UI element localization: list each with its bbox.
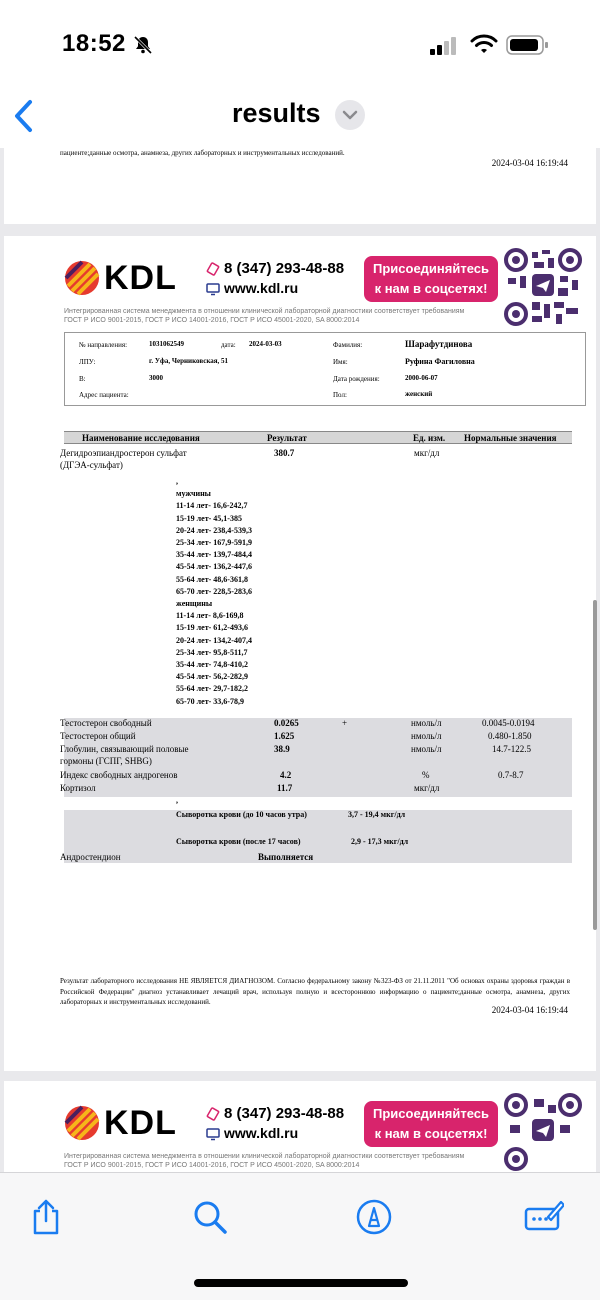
dob-value: 2000-06-07: [405, 374, 438, 382]
cellular-signal-icon: [428, 36, 462, 56]
kdl-logo-mark-icon: [64, 1105, 100, 1141]
row-norm: 0.480-1.850: [488, 731, 532, 741]
reference-range-line: 35-44 лет- 139,7-484,4: [176, 550, 252, 560]
pdf-page-next: [4, 1081, 596, 1172]
social-line-1: Присоединяйтесь: [373, 1106, 489, 1121]
iso-certification: [64, 307, 500, 325]
dob-label: Дата рождения:: [333, 375, 380, 383]
row-norm: 0.0045-0.0194: [482, 718, 535, 728]
back-chevron-icon[interactable]: [10, 96, 38, 136]
iso-line-2: ГОСТ Р ИСО 9001-2015, ГОСТ Р ИСО 14001-2016, ГОСТ Р ИСО 45001-2020, SA 8000:2014: [64, 317, 360, 325]
reference-range-line: мужчины: [176, 489, 211, 499]
tag-icon: [206, 1107, 220, 1121]
row-result: 4.2: [280, 770, 292, 780]
reference-range-line: 25-34 лет- 167,9-591,9: [176, 538, 252, 548]
andro-result: Выполняется: [258, 852, 314, 862]
reference-range-line: 35-44 лет- 74,8-410,2: [176, 660, 248, 670]
row-unit: нмоль/л: [411, 718, 442, 728]
kdl-phone: 8 (347) 293-48-88: [224, 1105, 345, 1122]
reference-range-line: 15-19 лет- 45,1-385: [176, 513, 242, 523]
cortisol-ref1-label: Сыворотка крови (до 10 часов утра): [176, 810, 307, 819]
pdf-viewer[interactable]: [0, 148, 600, 1172]
dhea-reference-ranges: [176, 476, 252, 708]
reference-range-line: 15-19 лет- 61,2-493,6: [176, 623, 248, 633]
cortisol-ref1-value: 3,7 - 19,4 мкг/дл: [348, 810, 406, 819]
row-norm: 14.7-122.5: [492, 744, 531, 754]
iso-line-1: Интегрированная система менеджмента в отношении клинической лабораторной диагностики соответствует требованиям: [64, 308, 465, 315]
pdf-page-current: [4, 236, 596, 1071]
results-table-header: [64, 431, 572, 444]
reference-range-line: 55-64 лет- 29,7-182,2: [176, 684, 248, 694]
battery-icon: [506, 34, 550, 56]
bell-slash-icon: [132, 34, 154, 56]
iso-line-2: ГОСТ Р ИСО 9001-2015, ГОСТ Р ИСО 14001-2016, ГОСТ Р ИСО 45001-2020, SA 8000:2014: [64, 1162, 360, 1170]
iso-line-1: Интегрированная система менеджмента в отношении клинической лабораторной диагностики соответствует требованиям: [64, 1153, 465, 1160]
reference-range-line: 65-70 лет- 33,6-78,9: [176, 696, 244, 706]
qr-code-icon: [504, 248, 582, 326]
patient-info-box: [64, 332, 586, 406]
social-line-2: к нам в соцсетях!: [374, 1126, 488, 1141]
sex-value: женский: [405, 390, 433, 398]
results-shade-b: [64, 810, 572, 863]
social-line-2: к нам в соцсетях!: [374, 281, 488, 296]
col-normal-values: Нормальные значения: [464, 433, 557, 443]
row-norm: 0.7-8.7: [498, 770, 524, 780]
row-result: 38.9: [274, 744, 290, 754]
reference-range-line: 11-14 лет- 8,6-169,8: [176, 611, 244, 621]
monitor-icon: [206, 282, 220, 296]
row-flag: +: [342, 718, 348, 728]
date-label: дата:: [221, 341, 236, 349]
reference-range-line: 11-14 лет- 16,6-242,7: [176, 501, 248, 511]
status-time: 18:52: [62, 30, 126, 57]
cortisol-ref2-label: Сыворотка крови (после 17 часов): [176, 837, 301, 846]
reference-range-line: 45-54 лет- 136,2-447,6: [176, 562, 252, 572]
dhea-unit: мкг/дл: [414, 448, 440, 458]
lpu-value: г. Уфа, Черниковская, 51: [149, 357, 229, 365]
print-timestamp: 2024-03-04 16:19:44: [491, 1005, 568, 1015]
social-banner: [364, 1101, 498, 1147]
dhea-result: 380.7: [274, 448, 295, 458]
row-name: Глобулин, связывающий половые: [60, 744, 189, 754]
v-label: В:: [79, 375, 86, 383]
andro-name: Андростендион: [60, 852, 121, 862]
vertical-scrollbar[interactable]: [593, 600, 597, 930]
monitor-icon: [206, 1127, 220, 1141]
row-result: 0.0265: [274, 718, 299, 728]
row-name: Кортизол: [60, 783, 96, 793]
qr-code-icon: [504, 1093, 582, 1171]
kdl-phone: 8 (347) 293-48-88: [224, 260, 345, 277]
kdl-logo-mark-icon: [64, 260, 100, 296]
cortisol-comma: ,: [176, 796, 178, 805]
navigation-bar: [0, 90, 600, 148]
social-banner: [364, 256, 498, 302]
disclaimer-note: Результат лабораторного исследования НЕ ЯВЛЯЕТСЯ ДИАГНОЗОМ. Согласно федеральному закону №323-ФЗ от 21.11.2011 "Об основах охраны здоровья граждан в Российской Федерации" диагноз устанавливает лечащий врач, используя полную и всестороннюю информацию о пациенте;данные осмотра, анамнеза, других лабораторных и инструментальных исследований.: [60, 977, 570, 1006]
kdl-logo: [64, 1105, 192, 1141]
reference-range-line: 20-24 лет- 238,4-539,3: [176, 525, 252, 535]
cortisol-ref2-value: 2,9 - 17,3 мкг/дл: [351, 837, 409, 846]
social-line-1: Присоединяйтесь: [373, 261, 489, 276]
pdf-page-previous: [4, 148, 596, 224]
prev-footer-line: пациенте;данные осмотра, анамнеза, других лабораторных и инструментальных исследований.: [60, 149, 345, 157]
dhea-name-2: (ДГЭА-сульфат): [60, 460, 123, 470]
share-icon[interactable]: [26, 1197, 66, 1237]
status-bar: [0, 0, 600, 90]
kdl-logo-text: KDL: [104, 1104, 177, 1142]
row-unit: нмоль/л: [411, 744, 442, 754]
referral-value: 1031062549: [149, 340, 184, 348]
row-unit: %: [422, 770, 430, 780]
name-value: Руфина Фагиловна: [405, 357, 475, 366]
reference-range-line: 25-34 лет- 95,8-511,7: [176, 647, 248, 657]
reference-range-line: 55-64 лет- 48,6-361,8: [176, 574, 248, 584]
annotate-icon[interactable]: [524, 1197, 564, 1237]
row-name-2: гормоны (ГСПГ, SHBG): [60, 756, 152, 766]
sex-label: Пол:: [333, 391, 347, 399]
reference-range-line: 20-24 лет- 134,2-407,4: [176, 635, 252, 645]
date-value: 2024-03-03: [249, 340, 282, 348]
title-menu-button[interactable]: [335, 100, 365, 130]
col-test-name: Наименование исследования: [82, 433, 200, 443]
kdl-logo-text: KDL: [104, 259, 177, 297]
kdl-website: www.kdl.ru: [224, 280, 299, 296]
row-name: Тестостерон общий: [60, 731, 136, 741]
reference-range-line: ,: [176, 477, 178, 486]
row-name: Тестостерон свободный: [60, 718, 152, 728]
address-label: Адрес пациента:: [79, 391, 129, 399]
tag-icon: [206, 262, 220, 276]
name-label: Имя:: [333, 358, 348, 366]
surname-value: Шарафутдинова: [405, 339, 473, 349]
reference-range-line: 45-54 лет- 56,2-282,9: [176, 672, 248, 682]
dhea-name-1: Дегидроэпиандростерон сульфат: [60, 448, 187, 458]
row-unit: нмоль/л: [411, 731, 442, 741]
prev-timestamp: 2024-03-04 16:19:44: [491, 158, 568, 168]
referral-label: № направления:: [79, 341, 128, 349]
row-name: Индекс свободных андрогенов: [60, 770, 178, 780]
wifi-icon: [470, 33, 498, 55]
v-value: 3000: [149, 374, 163, 382]
document-title: results: [232, 98, 321, 128]
row-result: 1.625: [274, 731, 295, 741]
reference-range-line: 65-70 лет- 228,5-283,6: [176, 586, 252, 596]
lpu-label: ЛПУ:: [79, 358, 96, 366]
markup-icon[interactable]: [354, 1197, 394, 1237]
row-result: 11.7: [277, 783, 293, 793]
col-unit: Ед. изм.: [413, 433, 446, 443]
kdl-logo: [64, 260, 192, 296]
home-indicator: [194, 1279, 408, 1287]
row-unit: мкг/дл: [414, 783, 440, 793]
kdl-website: www.kdl.ru: [224, 1125, 299, 1141]
reference-range-line: женщины: [176, 599, 213, 609]
iso-certification: [64, 1152, 500, 1170]
search-icon[interactable]: [190, 1197, 230, 1237]
chevron-down-icon: [335, 100, 365, 130]
col-result: Результат: [267, 433, 307, 443]
surname-label: Фамилия:: [333, 341, 363, 349]
